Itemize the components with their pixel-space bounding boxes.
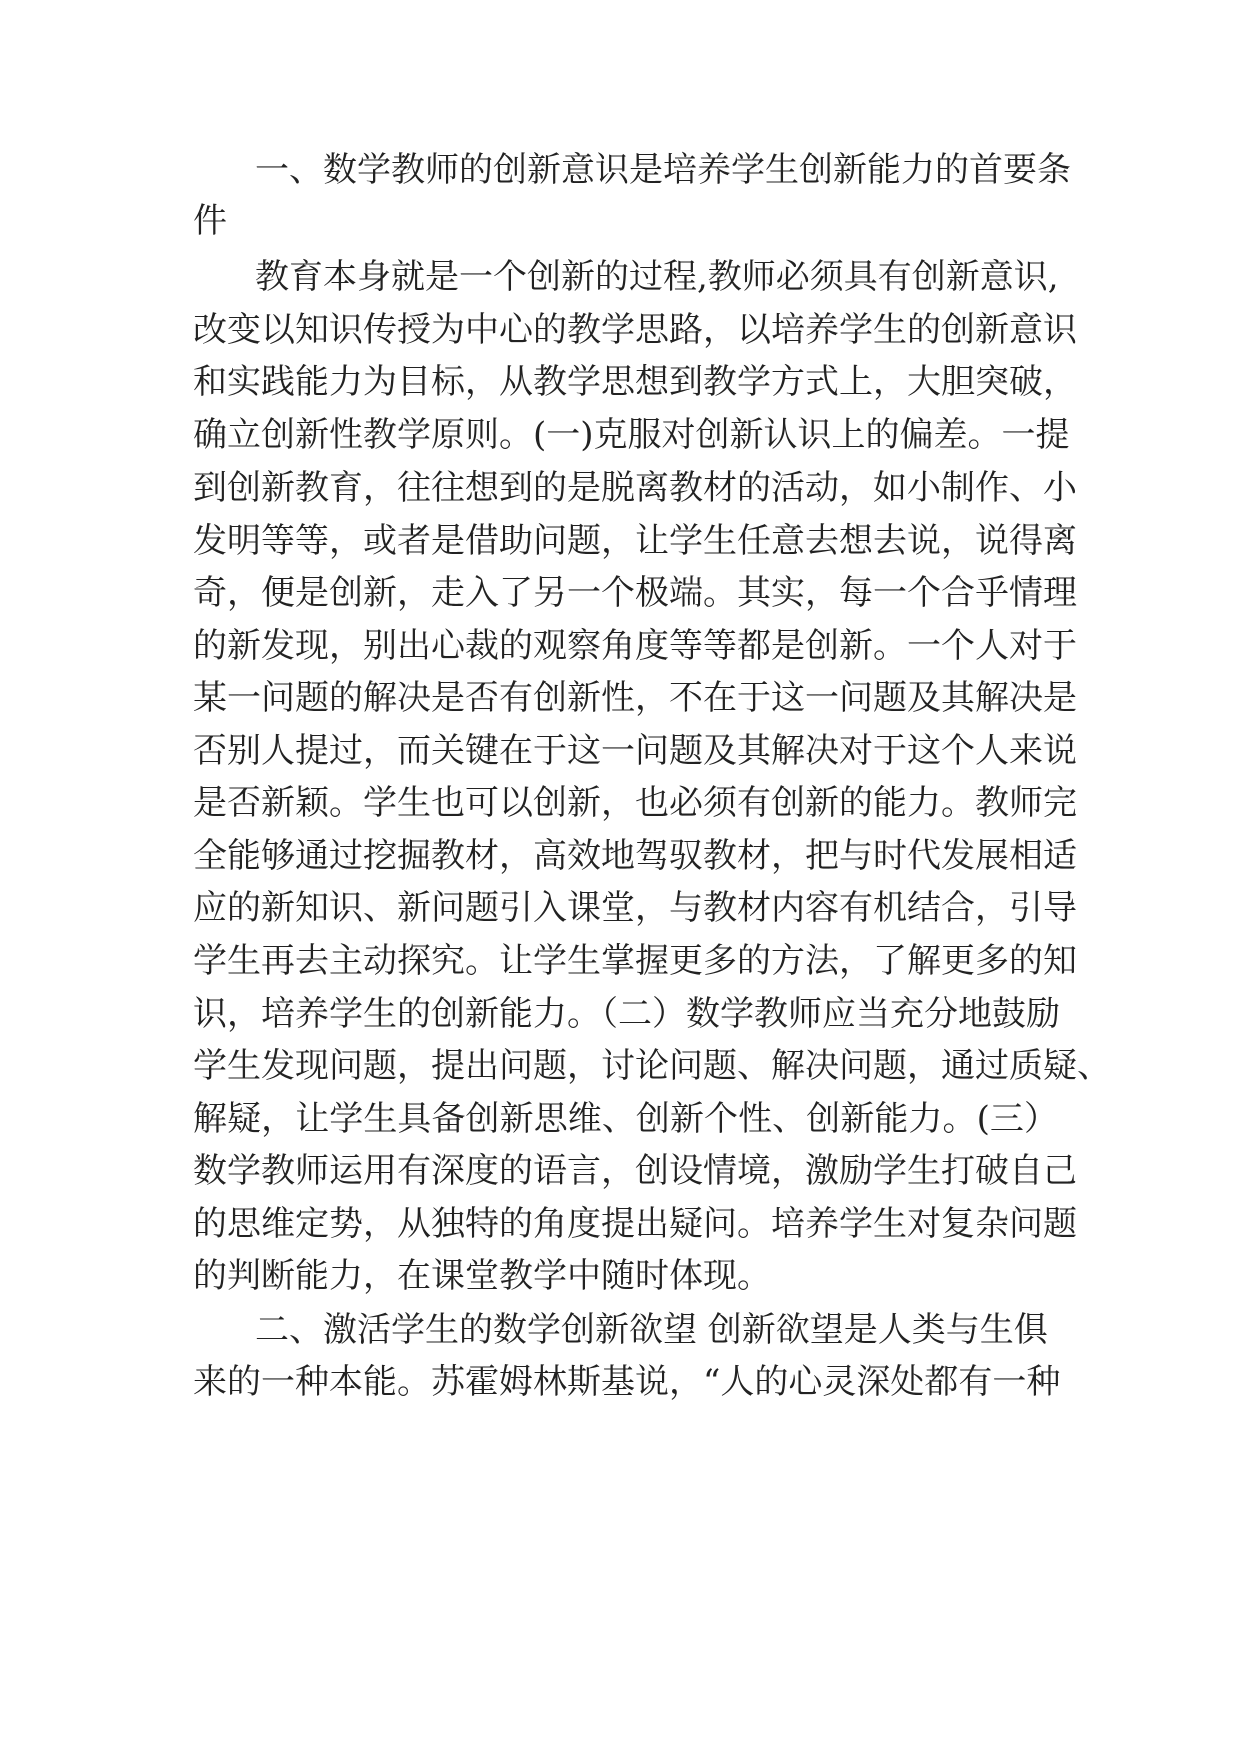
paragraph-line: 否别人提过，而关键在于这一问题及其解决对于这个人来说 bbox=[193, 731, 1077, 771]
paragraph-line: 是否新颖。学生也可以创新，也必须有创新的能力。教师完 bbox=[193, 783, 1077, 823]
paragraph-line: 教育本身就是一个创新的过程,教师必须具有创新意识, bbox=[255, 257, 1059, 297]
text-line bbox=[0, 773, 1241, 833]
paragraph-line: 应的新知识、新问题引入课堂，与教材内容有机结合，引导 bbox=[193, 888, 1077, 928]
section-heading-1-continued: 件 bbox=[193, 201, 227, 241]
text-line bbox=[0, 1246, 1241, 1306]
section-heading-2: 二、激活学生的数学创新欲望 创新欲望是人类与生俱 bbox=[255, 1310, 1048, 1350]
paragraph-line: 来的一种本能。苏霍姆林斯基说，“人的心灵深处都有一种 bbox=[193, 1362, 1061, 1402]
text-line bbox=[0, 1141, 1241, 1201]
paragraph-line: 到创新教育，往往想到的是脱离教材的活动，如小制作、小 bbox=[193, 468, 1077, 508]
paragraph-line: 解疑，让学生具备创新思维、创新个性、创新能力。(三） bbox=[193, 1099, 1058, 1139]
text-line bbox=[0, 247, 1241, 307]
paragraph-line: 和实践能力为目标，从教学思想到教学方式上，大胆突破， bbox=[193, 362, 1077, 402]
text-line bbox=[0, 1089, 1241, 1149]
text-line bbox=[0, 458, 1241, 518]
text-line bbox=[0, 352, 1241, 412]
text-line bbox=[0, 1352, 1241, 1412]
paragraph-line: 学生发现问题，提出问题，讨论问题、解决问题，通过质疑、 bbox=[193, 1046, 1111, 1086]
text-line bbox=[0, 878, 1241, 938]
paragraph-line: 的新发现，别出心裁的观察角度等等都是创新。一个人对于 bbox=[193, 626, 1077, 666]
text-line bbox=[0, 668, 1241, 728]
paragraph-line: 发明等等，或者是借助问题，让学生任意去想去说，说得离 bbox=[193, 521, 1077, 561]
paragraph-line: 数学教师运用有深度的语言，创设情境，激励学生打破自己 bbox=[193, 1151, 1077, 1191]
paragraph-line: 确立创新性教学原则。(一)克服对创新认识上的偏差。一提 bbox=[193, 415, 1070, 455]
text-line bbox=[0, 191, 1241, 251]
paragraph-line: 奇，便是创新，走入了另一个极端。其实，每一个合乎情理 bbox=[193, 573, 1077, 613]
text-line bbox=[0, 984, 1241, 1044]
paragraph-line: 识，培养学生的创新能力。（二）数学教师应当充分地鼓励 bbox=[193, 994, 1060, 1034]
text-line bbox=[0, 1300, 1241, 1360]
section-heading-1: 一、数学教师的创新意识是培养学生创新能力的首要条 bbox=[255, 150, 1071, 190]
text-line bbox=[0, 300, 1241, 360]
text-line bbox=[0, 405, 1241, 465]
text-line bbox=[0, 721, 1241, 781]
paragraph-line: 的判断能力，在课堂教学中随时体现。 bbox=[193, 1256, 771, 1296]
paragraph-line: 学生再去主动探究。让学生掌握更多的方法，了解更多的知 bbox=[193, 941, 1077, 981]
paragraph-line: 某一问题的解决是否有创新性，不在于这一问题及其解决是 bbox=[193, 678, 1077, 718]
text-line bbox=[0, 1036, 1241, 1096]
paragraph-line: 全能够通过挖掘教材，高效地驾驭教材，把与时代发展相适 bbox=[193, 836, 1077, 876]
text-line bbox=[0, 563, 1241, 623]
text-line bbox=[0, 616, 1241, 676]
text-line bbox=[0, 931, 1241, 991]
paragraph-line: 的思维定势，从独特的角度提出疑问。培养学生对复杂问题 bbox=[193, 1204, 1077, 1244]
paragraph-line: 改变以知识传授为中心的教学思路，以培养学生的创新意识 bbox=[193, 310, 1077, 350]
text-line bbox=[0, 511, 1241, 571]
text-line bbox=[0, 1194, 1241, 1254]
text-line bbox=[0, 826, 1241, 886]
